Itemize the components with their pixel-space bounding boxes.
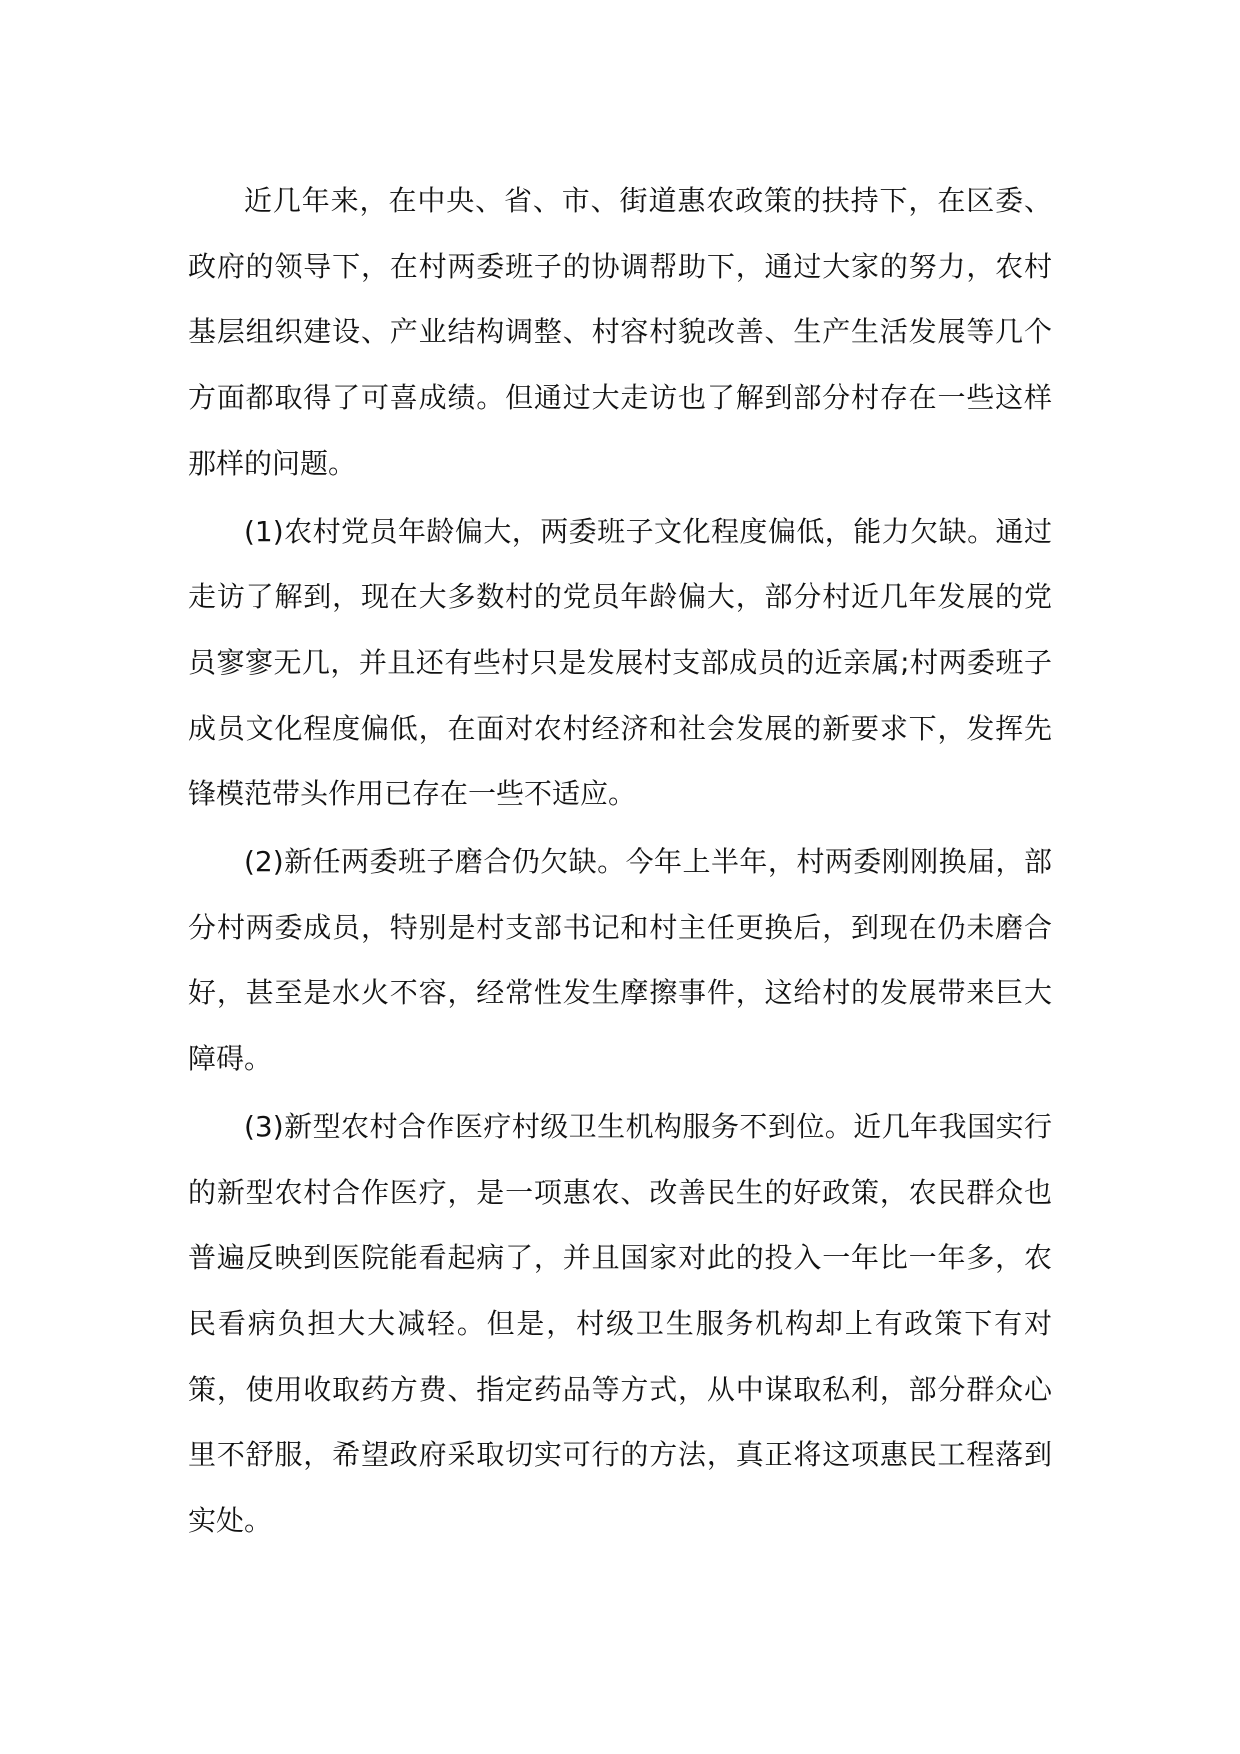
paragraph-issue-3: (3)新型农村合作医疗村级卫生机构服务不到位。近几年我国实行的新型农村合作医疗，是一项惠农、改善民生的好政策，农民群众也普遍反映到医院能看起病了，并且国家对此的投入一年比一年多，农民看病负担大大减轻。但是，村级卫生服务机构却上有政策下有对策，使用收取药方费、指定药品等方式，从中谋取私利，部分群众心里不舒服，希望政府采取切实可行的方法，真正将这项惠民工程落到实处。 xyxy=(188,1109,1052,1538)
document-body xyxy=(188,168,1052,1556)
paragraph-issue-2: (2)新任两委班子磨合仍欠缺。今年上半年，村两委刚刚换届，部分村两委成员，特别是村支部书记和村主任更换后，到现在仍未磨合好，甚至是水火不容，经常性发生摩擦事件，这给村的发展带来巨大障碍。 xyxy=(188,845,1052,1076)
paragraph-issue-1: (1)农村党员年龄偏大，两委班子文化程度偏低，能力欠缺。通过走访了解到，现在大多数村的党员年龄偏大，部分村近几年发展的党员寥寥无几，并且还有些村只是发展村支部成员的近亲属;村两委班子成员文化程度偏低，在面对农村经济和社会发展的新要求下，发挥先锋模范带头作用已存在一些不适应。 xyxy=(188,514,1052,811)
paragraph-intro: 近几年来，在中央、省、市、街道惠农政策的扶持下，在区委、政府的领导下，在村两委班子的协调帮助下，通过大家的努力，农村基层组织建设、产业结构调整、村容村貌改善、生产生活发展等几个方面都取得了可喜成绩。但通过大走访也了解到部分村存在一些这样那样的问题。 xyxy=(188,184,1052,480)
